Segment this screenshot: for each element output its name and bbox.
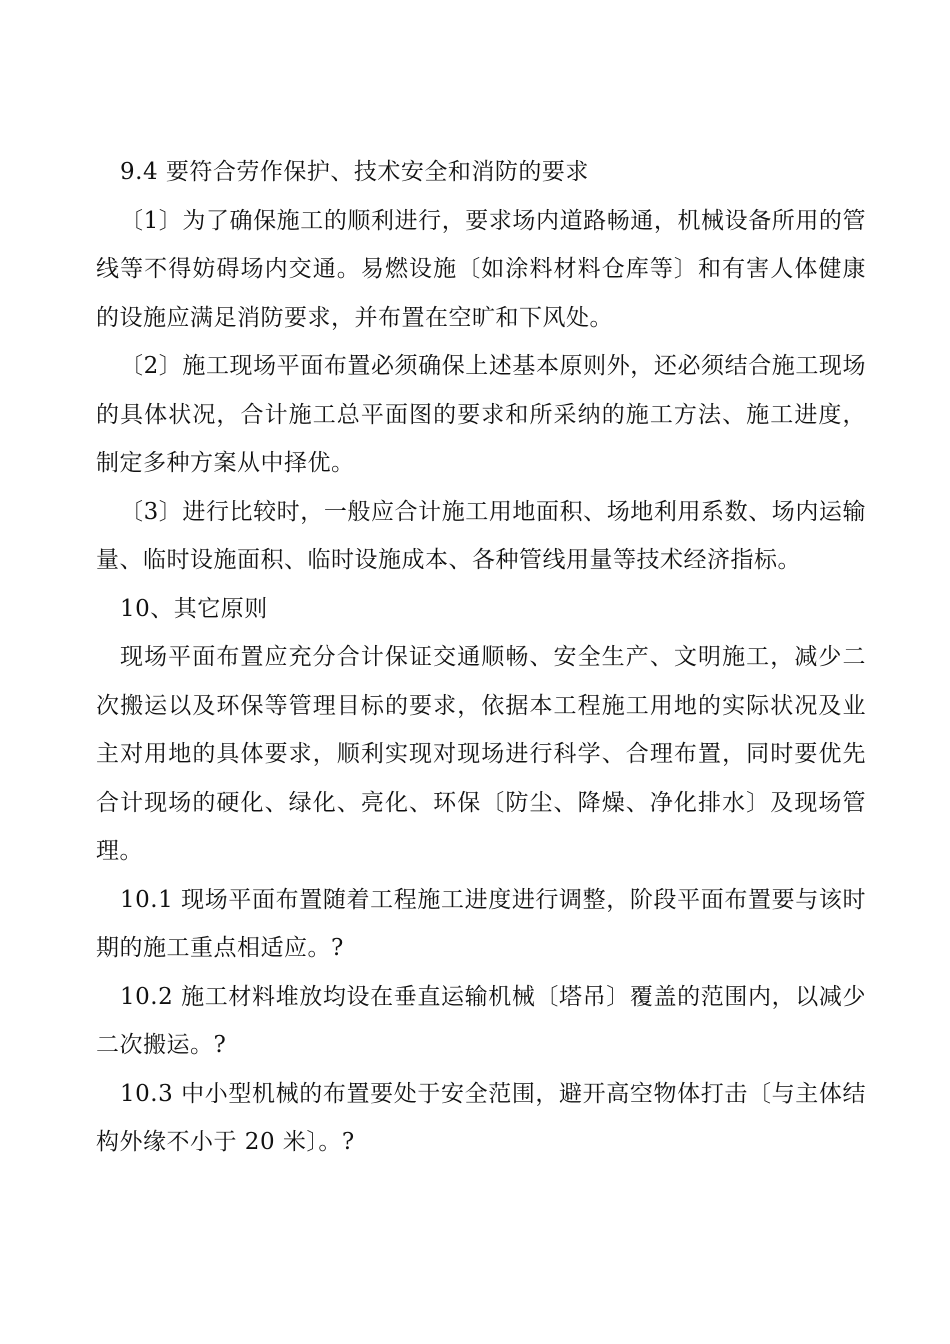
paragraph-item-3: 〔3〕进行比较时，一般应合计施工用地面积、场地利用系数、场内运输量、临时设施面积、临时设施成本、各种管线用量等技术经济指标。 (96, 498, 866, 573)
section-heading-9-4: 9.4 要符合劳作保护、技术安全和消防的要求 (120, 159, 589, 185)
paragraph-other-principles: 现场平面布置应充分合计保证交通顺畅、安全生产、文明施工，减少二次搬运以及环保等管理目标的要求，依据本工程施工用地的实际状况及业主对用地的具体要求，顺利实现对现场进行科学、合理布置，同时要优先合计现场的硬化、绿化、亮化、环保〔防尘、降燥、净化排水〕及现场管理。 (96, 644, 866, 864)
section-heading-10: 10、其它原则 (120, 595, 268, 622)
paragraph-item-1: 〔1〕为了确保施工的顺利进行，要求场内道路畅通，机械设备所用的管线等不得妨碍场内交通。易燃设施〔如涂料材料仓库等〕和有害人体健康的设施应满足消防要求，并布置在空旷和下风处。 (96, 207, 866, 331)
paragraph-10-2: 10.2 施工材料堆放均设在垂直运输机械〔塔吊〕覆盖的范围内，以减少二次搬运。? (96, 983, 866, 1058)
paragraph-10-1: 10.1 现场平面布置随着工程施工进度进行调整，阶段平面布置要与该时期的施工重点相适应。? (96, 886, 866, 961)
paragraph-item-2: 〔2〕施工现场平面布置必须确保上述基本原则外，还必须结合施工现场的具体状况，合计施工总平面图的要求和所采纳的施工方法、施工进度，制定多种方案从中择优。 (96, 353, 866, 476)
document-body (96, 148, 866, 1167)
paragraph-10-3: 10.3 中小型机械的布置要处于安全范围，避开高空物体打击〔与主体结构外缘不小于 20 米〕。? (96, 1080, 866, 1155)
